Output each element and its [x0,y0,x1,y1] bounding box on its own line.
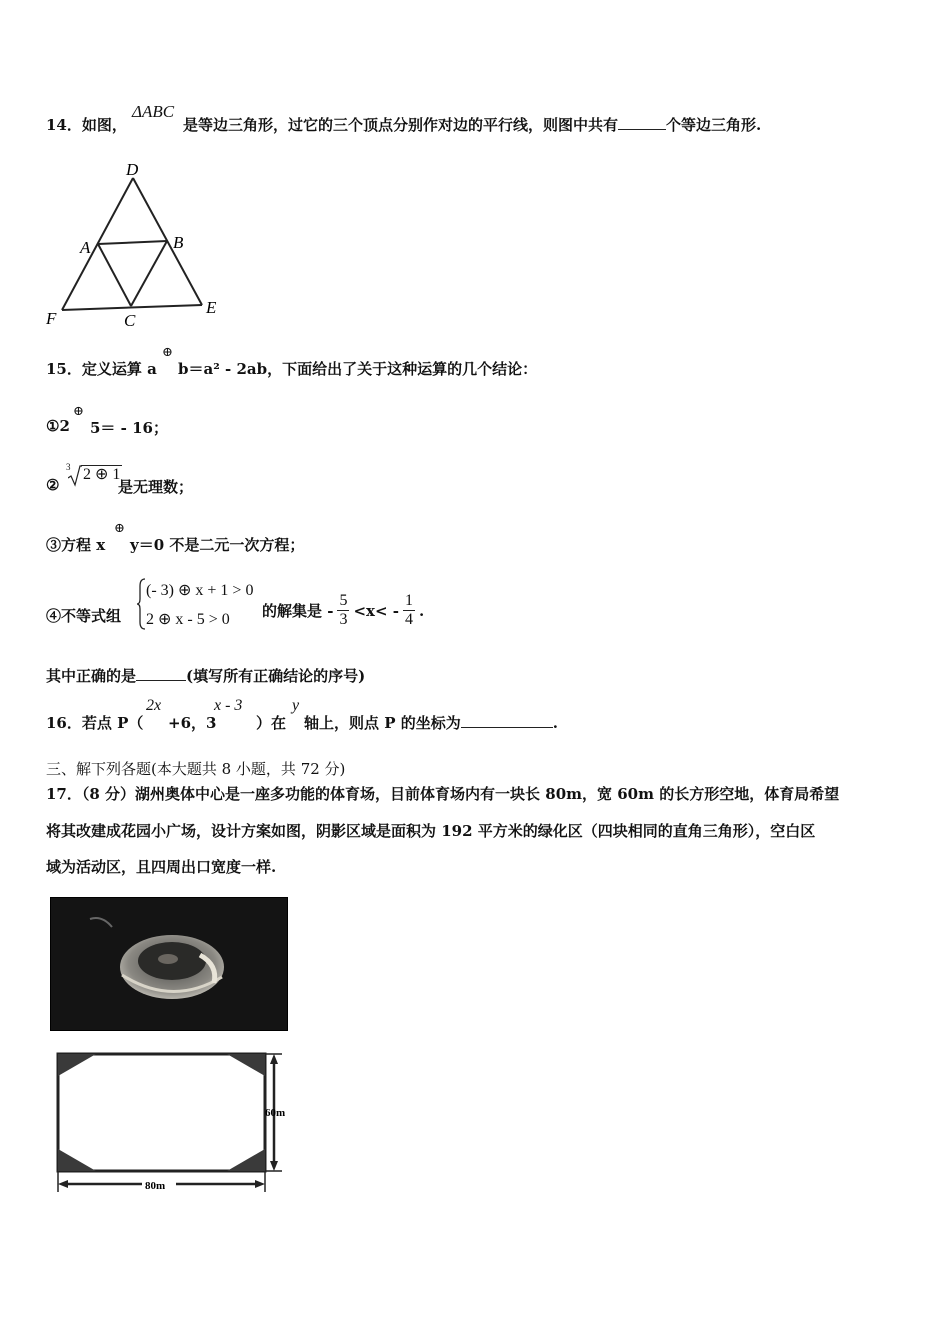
label-E: E [206,298,217,317]
label-F: F [46,309,57,328]
q16-text4: 轴上，则点 P 的坐标为 [304,714,461,732]
q16-start [46,712,143,733]
q14-text [183,114,761,135]
label-A: A [80,238,91,257]
label-C: C [124,311,136,330]
label-D: D [126,160,139,179]
q14-end: 个等边三角形. [666,116,762,134]
solution-text: 的解集是 ‑ [262,602,334,620]
frac1-num: 5 [339,592,348,609]
q16-number: 16． [46,714,82,732]
q15-definition-rest: b＝a² ‑ 2ab，下面给出了关于这种运算的几个结论： [178,360,538,378]
dim-height-label: 60m [265,1107,286,1119]
radical-icon [68,465,82,487]
plaza-diagram [52,1050,302,1195]
q16-text1: 若点 P（ [81,714,144,732]
conclusion-end: (填写所有正确结论的序号) [186,667,366,685]
item4-end: . [418,601,425,620]
line-BC [131,241,167,306]
label-B: B [173,233,184,252]
q14-answer-blank[interactable] [618,115,666,130]
left-brace-icon [136,578,146,630]
q14-line [46,114,127,135]
line-AC [98,244,131,306]
frac2-den: 4 [404,611,413,628]
q16-rest [304,712,558,733]
dim-width-label: 80m [145,1180,166,1192]
q15-item1-rest: 5＝ ‑ 16； [90,419,168,437]
q15-item3-mark: ③方程 x [46,536,106,554]
oplus-icon: ⊕ [114,521,125,536]
q16-exp1: 2x [146,697,162,714]
q14-body: 是等边三角形，过它的三个顶点分别作对边的平行线，则图中共有 [183,116,619,134]
system-line1: (‑ 3) ⊕ x + 1 > 0 [146,582,254,599]
q14-intro: 如图， [81,116,127,134]
q15-item4-solution [262,592,424,629]
system-line2: 2 ⊕ x ‑ 5 > 0 [146,611,230,628]
q15-number: 15． [46,360,82,378]
q16-text2: +6，3 [168,714,217,732]
q15-item2-mark: ② [46,476,60,494]
q15-item1-mark: ①2 [46,417,70,435]
frac2-num: 1 [404,592,413,609]
q16-axis-var: y [292,697,300,714]
q14-triangle-label: ΔABC [132,102,175,121]
q17-line1: 17．（8 分）湖州奥体中心是一座多功能的体育场，目前体育场内有一块长 80m，宽 60m 的长方形空地，体育局希望 [46,785,840,803]
q17-line3: 域为活动区，且四周出口宽度一样. [46,858,277,876]
q16-end: . [552,714,558,732]
fraction-5-3 [337,592,349,629]
line-AB [98,241,167,244]
section-heading: 三、解下列各题(本大题共 8 小题，共 72 分) [46,760,346,778]
radical-index: 3 [66,462,71,472]
q16-exp2: x ‑ 3 [214,697,243,714]
conclusion-start: 其中正确的是 [46,667,137,685]
q15-prefix: 定义运算 a [81,360,157,378]
q14-number: 14． [46,116,82,134]
q15-item4-mark: ④不等式组 [46,607,122,625]
oplus-icon: ⊕ [73,404,84,419]
q15-definition [46,358,157,379]
stadium-photo [50,897,288,1031]
q16-text3: ）在 [256,714,287,732]
oplus-icon: ⊕ [162,345,173,360]
fraction-1-4 [403,592,415,629]
q15-item2-rest: 是无理数； [118,478,194,496]
field-rectangle [58,1054,265,1171]
inequality-middle: <x< ‑ [353,601,399,620]
q16-answer-blank[interactable] [461,713,553,728]
q15-conclusion [46,665,365,686]
frac1-den: 3 [339,611,348,628]
triangle-figure [40,158,230,330]
radicand: 2 ⊕ 1 [83,466,121,483]
q17-line2: 将其改建成花园小广场，设计方案如图，阴影区域是面积为 192 平方米的绿化区（四块相同的直角三角形），空白区 [46,822,816,840]
q15-answer-blank[interactable] [136,666,186,681]
q15-item3-rest: y＝0 不是二元一次方程； [130,536,305,554]
